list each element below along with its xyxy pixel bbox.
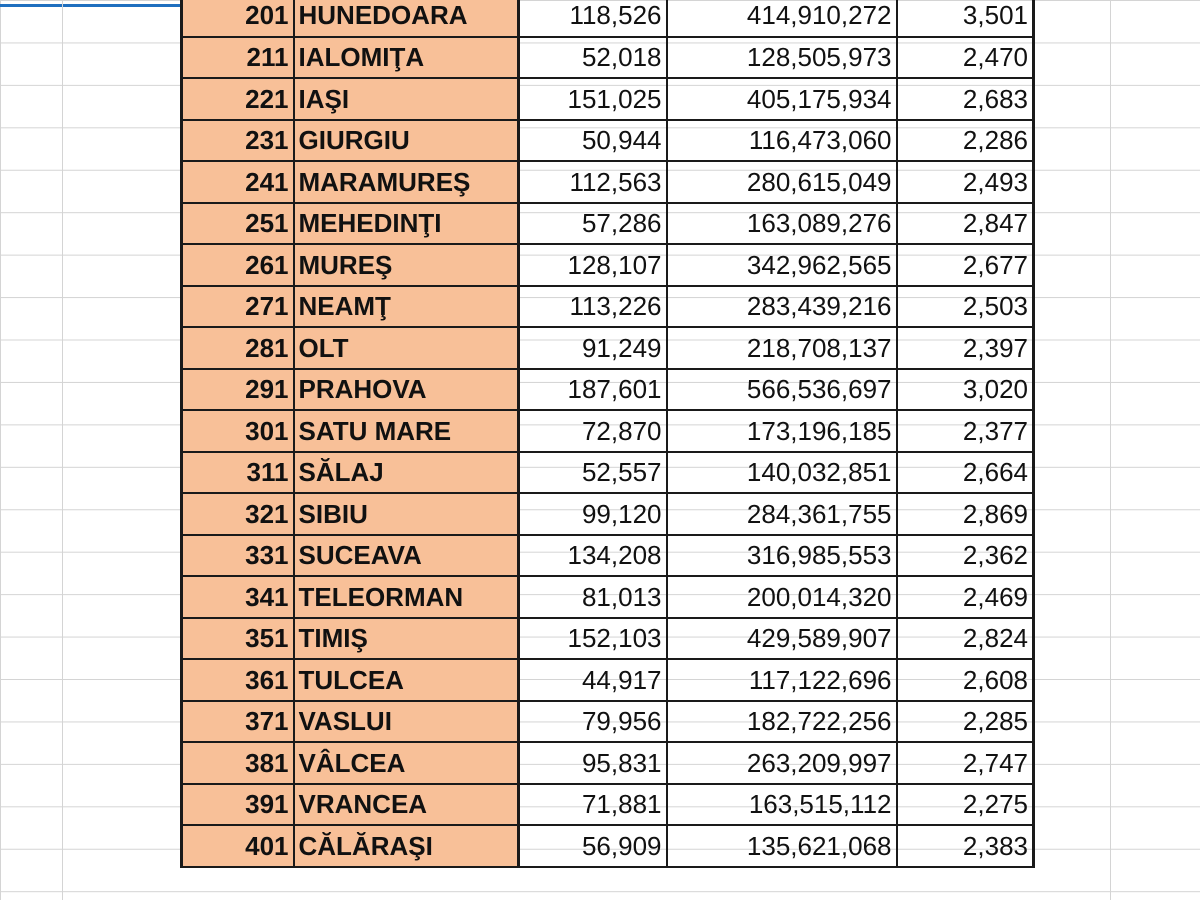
data-table [180,0,1035,868]
table-row[interactable] [182,535,1034,577]
table-row[interactable] [182,161,1034,203]
county-cell[interactable]: SIBIU [294,493,519,535]
value-cell-1[interactable]: 128,107 [519,244,667,286]
code-cell[interactable]: 361 [182,659,294,701]
value-cell-1[interactable]: 52,018 [519,37,667,79]
code-cell[interactable]: 221 [182,78,294,120]
county-cell[interactable]: VÂLCEA [294,742,519,784]
value-cell-1[interactable]: 187,601 [519,369,667,411]
table-row[interactable] [182,286,1034,328]
value-cell-2[interactable]: 316,985,553 [667,535,897,577]
value-cell-3[interactable]: 2,285 [897,701,1034,743]
table-row[interactable] [182,493,1034,535]
value-cell-3[interactable]: 3,501 [897,0,1034,37]
value-cell-1[interactable]: 112,563 [519,161,667,203]
table-row[interactable] [182,120,1034,162]
code-cell[interactable]: 291 [182,369,294,411]
value-cell-2[interactable]: 414,910,272 [667,0,897,37]
value-cell-2[interactable]: 284,361,755 [667,493,897,535]
value-cell-1[interactable]: 91,249 [519,327,667,369]
table-row[interactable] [182,410,1034,452]
code-cell[interactable]: 251 [182,203,294,245]
code-cell[interactable]: 321 [182,493,294,535]
table-row[interactable] [182,576,1034,618]
value-cell-2[interactable]: 280,615,049 [667,161,897,203]
table-row[interactable] [182,244,1034,286]
county-cell[interactable]: OLT [294,327,519,369]
value-cell-3[interactable]: 2,608 [897,659,1034,701]
value-cell-1[interactable]: 81,013 [519,576,667,618]
code-cell[interactable]: 401 [182,825,294,867]
value-cell-2[interactable]: 429,589,907 [667,618,897,660]
code-cell[interactable]: 371 [182,701,294,743]
code-cell[interactable]: 281 [182,327,294,369]
value-cell-2[interactable]: 566,536,697 [667,369,897,411]
value-cell-1[interactable]: 57,286 [519,203,667,245]
value-cell-2[interactable]: 135,621,068 [667,825,897,867]
table-row[interactable] [182,825,1034,867]
value-cell-3[interactable]: 2,397 [897,327,1034,369]
table-row[interactable] [182,37,1034,79]
value-cell-2[interactable]: 163,089,276 [667,203,897,245]
county-cell[interactable]: GIURGIU [294,120,519,162]
value-cell-3[interactable]: 2,469 [897,576,1034,618]
value-cell-2[interactable]: 342,962,565 [667,244,897,286]
table-row[interactable] [182,742,1034,784]
code-cell[interactable]: 301 [182,410,294,452]
value-cell-3[interactable]: 2,503 [897,286,1034,328]
value-cell-1[interactable]: 56,909 [519,825,667,867]
table-row[interactable] [182,203,1034,245]
value-cell-1[interactable]: 52,557 [519,452,667,494]
county-cell[interactable]: MARAMUREŞ [294,161,519,203]
value-cell-1[interactable]: 113,226 [519,286,667,328]
value-cell-3[interactable]: 2,747 [897,742,1034,784]
value-cell-3[interactable]: 2,683 [897,78,1034,120]
county-cell[interactable]: TULCEA [294,659,519,701]
county-cell[interactable]: NEAMŢ [294,286,519,328]
gridline-vertical [1110,0,1111,900]
code-cell[interactable]: 241 [182,161,294,203]
value-cell-1[interactable]: 99,120 [519,493,667,535]
value-cell-1[interactable]: 95,831 [519,742,667,784]
value-cell-2[interactable]: 263,209,997 [667,742,897,784]
county-cell[interactable]: TELEORMAN [294,576,519,618]
value-cell-2[interactable]: 163,515,112 [667,784,897,826]
value-cell-3[interactable]: 2,470 [897,37,1034,79]
code-cell[interactable]: 201 [182,0,294,37]
value-cell-1[interactable]: 79,956 [519,701,667,743]
table-row[interactable] [182,78,1034,120]
value-cell-1[interactable]: 118,526 [519,0,667,37]
table-row[interactable] [182,452,1034,494]
value-cell-1[interactable]: 134,208 [519,535,667,577]
data-table-body [182,0,1034,867]
value-cell-3[interactable]: 2,824 [897,618,1034,660]
value-cell-3[interactable]: 2,286 [897,120,1034,162]
value-cell-3[interactable]: 2,664 [897,452,1034,494]
county-cell[interactable]: VASLUI [294,701,519,743]
county-cell[interactable]: VRANCEA [294,784,519,826]
selected-cell-indicator [0,0,180,7]
value-cell-2[interactable]: 117,122,696 [667,659,897,701]
table-row[interactable] [182,659,1034,701]
value-cell-1[interactable]: 44,917 [519,659,667,701]
gridline-vertical [62,0,63,900]
value-cell-3[interactable]: 2,493 [897,161,1034,203]
value-cell-2[interactable]: 173,196,185 [667,410,897,452]
code-cell[interactable]: 391 [182,784,294,826]
county-cell[interactable]: TIMIŞ [294,618,519,660]
value-cell-2[interactable]: 140,032,851 [667,452,897,494]
value-cell-2[interactable]: 116,473,060 [667,120,897,162]
code-cell[interactable]: 271 [182,286,294,328]
county-cell[interactable]: SĂLAJ [294,452,519,494]
value-cell-3[interactable]: 3,020 [897,369,1034,411]
county-cell[interactable]: CĂLĂRAŞI [294,825,519,867]
county-cell[interactable]: PRAHOVA [294,369,519,411]
code-cell[interactable]: 351 [182,618,294,660]
value-cell-2[interactable]: 283,439,216 [667,286,897,328]
value-cell-1[interactable]: 71,881 [519,784,667,826]
value-cell-1[interactable]: 72,870 [519,410,667,452]
value-cell-2[interactable]: 218,708,137 [667,327,897,369]
value-cell-3[interactable]: 2,847 [897,203,1034,245]
value-cell-2[interactable]: 182,722,256 [667,701,897,743]
value-cell-1[interactable]: 151,025 [519,78,667,120]
code-cell[interactable]: 261 [182,244,294,286]
code-cell[interactable]: 231 [182,120,294,162]
value-cell-2[interactable]: 128,505,973 [667,37,897,79]
value-cell-1[interactable]: 50,944 [519,120,667,162]
county-cell[interactable]: MEHEDINŢI [294,203,519,245]
table-row[interactable] [182,369,1034,411]
table-row[interactable] [182,0,1034,37]
code-cell[interactable]: 311 [182,452,294,494]
value-cell-1[interactable]: 152,103 [519,618,667,660]
value-cell-3[interactable]: 2,677 [897,244,1034,286]
county-cell[interactable]: IAŞI [294,78,519,120]
code-cell[interactable]: 381 [182,742,294,784]
code-cell[interactable]: 211 [182,37,294,79]
value-cell-3[interactable]: 2,869 [897,493,1034,535]
county-cell[interactable]: SUCEAVA [294,535,519,577]
value-cell-3[interactable]: 2,362 [897,535,1034,577]
code-cell[interactable]: 331 [182,535,294,577]
county-cell[interactable]: MUREŞ [294,244,519,286]
value-cell-3[interactable]: 2,377 [897,410,1034,452]
value-cell-2[interactable]: 405,175,934 [667,78,897,120]
value-cell-3[interactable]: 2,275 [897,784,1034,826]
table-row[interactable] [182,327,1034,369]
code-cell[interactable]: 341 [182,576,294,618]
county-cell[interactable]: HUNEDOARA [294,0,519,37]
value-cell-2[interactable]: 200,014,320 [667,576,897,618]
table-row[interactable] [182,701,1034,743]
table-row[interactable] [182,618,1034,660]
value-cell-3[interactable]: 2,383 [897,825,1034,867]
table-row[interactable] [182,784,1034,826]
county-cell[interactable]: IALOMIŢA [294,37,519,79]
county-cell[interactable]: SATU MARE [294,410,519,452]
